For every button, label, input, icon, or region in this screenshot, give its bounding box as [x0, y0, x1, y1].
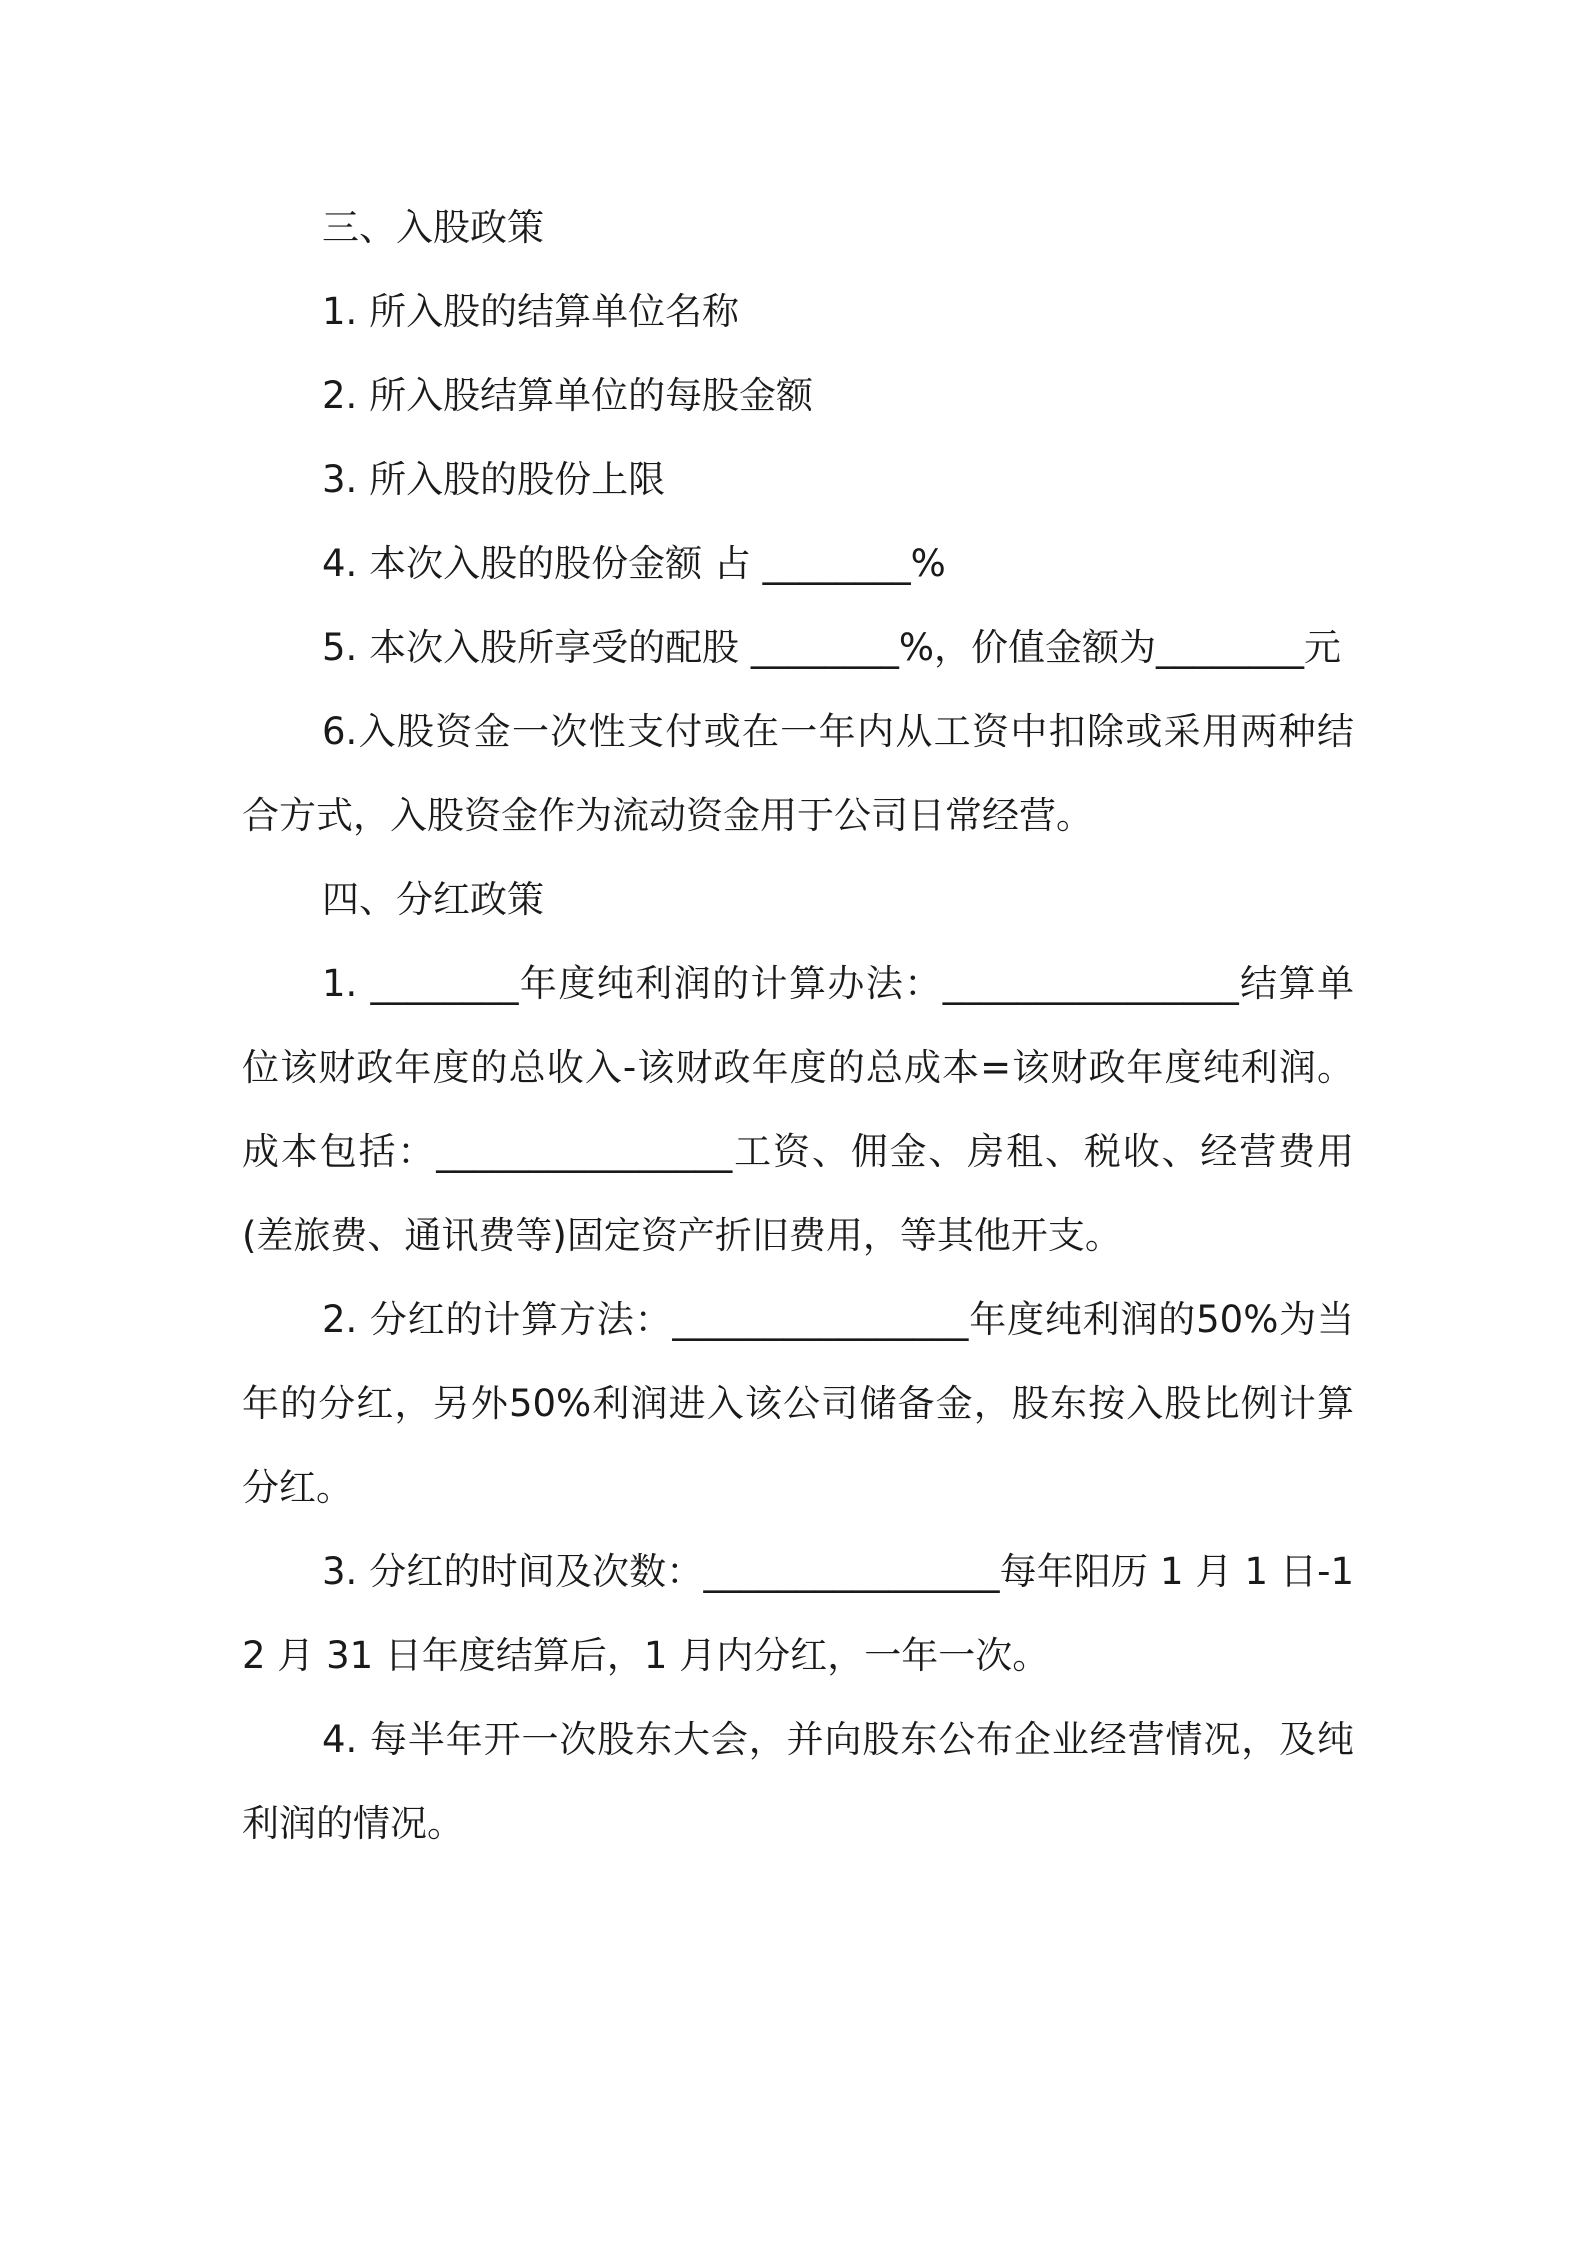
section-3-item-5: 5. 本次入股所享受的配股 ________%，价值金额为________元	[322, 626, 1341, 669]
document-body	[242, 186, 1354, 1866]
section-4-heading: 四、分红政策	[322, 878, 544, 921]
section-3-heading: 三、入股政策	[322, 206, 544, 249]
section-4-item-4: 4. 每半年开一次股东大会，并向股东公布企业经营情况，及纯利润的情况。	[242, 1718, 1354, 1845]
section-3-item-2: 2. 所入股结算单位的每股金额	[322, 374, 814, 417]
section-3-item-6: 6.入股资金一次性支付或在一年内从工资中扣除或采用两种结合方式，入股资金作为流动资金用于公司日常经营。	[242, 710, 1354, 837]
section-4-item-2: 2. 分红的计算方法：________________年度纯利润的50%为当年的分红，另外50%利润进入该公司储备金，股东按入股比例计算分红。	[242, 1298, 1354, 1509]
section-4-item-3: 3. 分红的时间及次数：________________每年阳历 1 月 1 日-12 月 31 日年度结算后，1 月内分红，一年一次。	[242, 1550, 1354, 1677]
section-3-item-3: 3. 所入股的股份上限	[322, 458, 666, 501]
section-3-item-1: 1. 所入股的结算单位名称	[322, 290, 740, 333]
section-3-item-4: 4. 本次入股的股份金额 占 ________%	[322, 542, 946, 585]
section-4-item-1: 1. ________年度纯利润的计算办法：________________结算单位该财政年度的总收入-该财政年度的总成本=该财政年度纯利润。成本包括：________________工资、佣金、房租、税收、经营费用(差旅费、通讯费等)固定资产折旧费用，等其他开支。	[242, 962, 1354, 1257]
